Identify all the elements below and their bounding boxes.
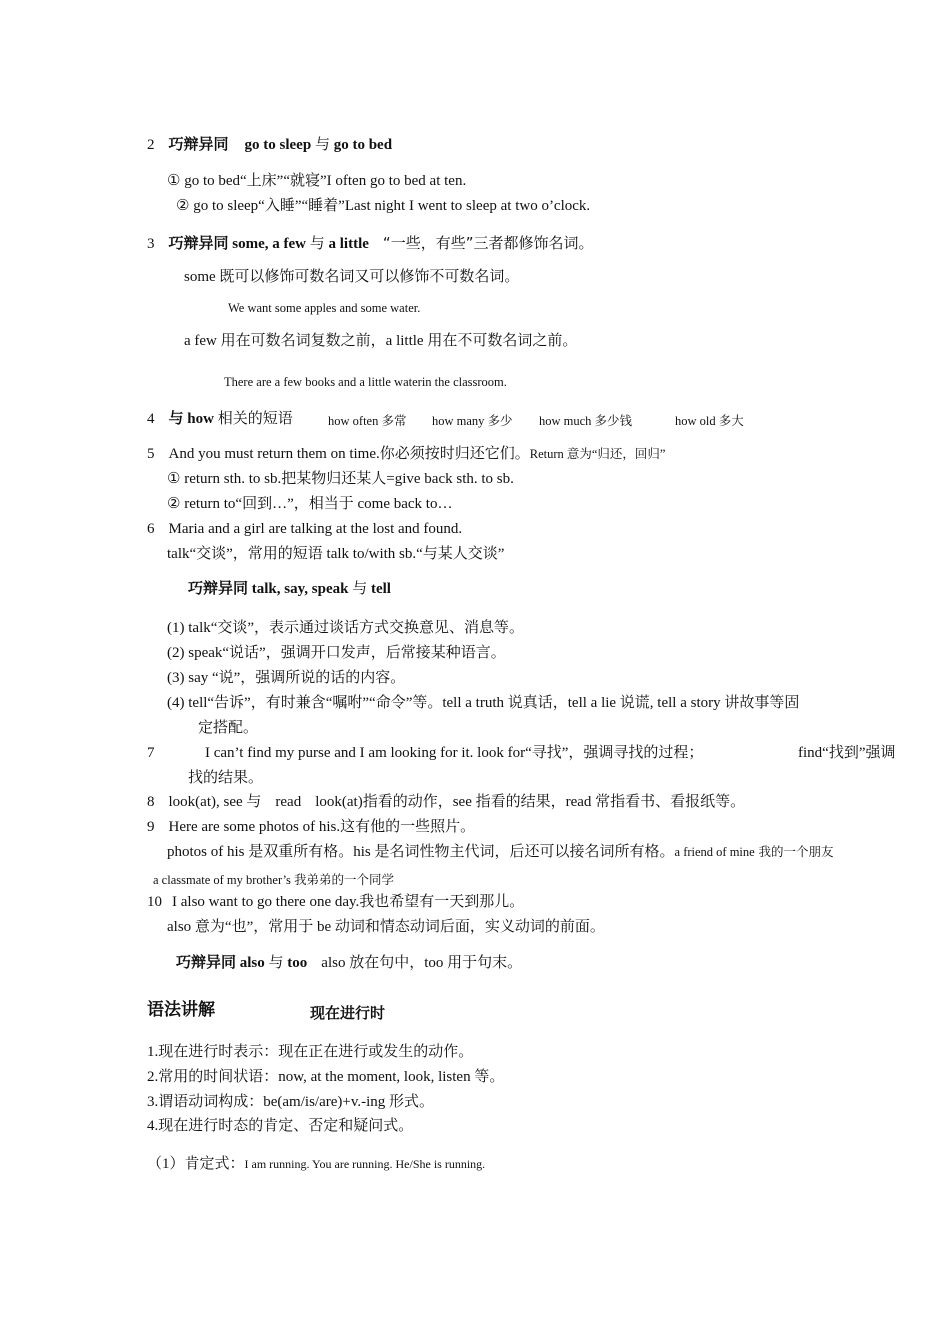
list-item-continuation: 定搭配。 [198, 720, 259, 736]
text-line: ② go to sleep“入睡”“睡着”Last night I went to sleep at two o’clock. [176, 198, 591, 214]
example-sentence: I am running. You are running. He/She is running. [244, 1157, 486, 1171]
section-9-line [147, 817, 475, 837]
grammar-heading: 语法讲解 [147, 1000, 215, 1020]
section-number: 7 [147, 745, 155, 761]
text-line: also 意为“也”，常用于 be 动词和情态动词后面，实义动词的前面。 [167, 919, 605, 935]
term: how [187, 411, 214, 427]
connector-text: 与 [352, 581, 368, 597]
section-4-heading [147, 408, 293, 429]
note-text: Return 意为“归还，回归” [529, 447, 666, 461]
compare-tag: 巧辩异同 [176, 953, 237, 971]
text-fragment: look(at)指看的动作，see 指看的结果，read 常指看书、看报纸等。 [315, 794, 746, 810]
text-fragment: I also want to go there one day.我也希望有一天到那儿。 [172, 894, 525, 910]
term: a few [184, 333, 217, 349]
connector-text: 与 [314, 137, 330, 153]
grammar-point: 4.现在进行时态的肯定、否定和疑问式。 [147, 1118, 414, 1134]
compare-heading [188, 578, 391, 599]
connector-text: 与 [309, 236, 325, 252]
text-fragment: 用在可数名词复数之前， [220, 331, 386, 349]
connector-text: 与 [268, 955, 284, 971]
text-line [167, 842, 833, 862]
section-7-line [147, 743, 155, 763]
term: go to bed [333, 137, 393, 153]
text-fragment: 相关的短语 [217, 411, 293, 427]
term: also [239, 955, 265, 971]
phrase-item: how much 多少钱 [539, 414, 633, 428]
grammar-topic: 现在进行时 [310, 1004, 386, 1022]
text-fragment: photos of his 是双重所有格。his 是名词性物主代词，后还可以接名词所有格。 [167, 844, 675, 860]
text-line: talk“交谈”，常用的短语 talk to/with sb.“与某人交谈” [167, 546, 505, 562]
grammar-point: 1.现在进行时表示：现在正在进行或发生的动作。 [147, 1044, 474, 1060]
list-item: (4) tell“告诉”，有时兼含“嘱咐”“命令”等。tell a truth 说真话，tell a lie 说谎, tell a story 讲故事等固 [167, 695, 800, 711]
section-number: 6 [147, 521, 155, 537]
example-phrase: a friend of mine [674, 845, 755, 859]
text-line: ② return to“回到…”，相当于 come back to… [167, 496, 453, 512]
term: some, a few [232, 236, 306, 252]
compare-tag: 巧辩异同 [168, 135, 229, 153]
section-number: 4 [147, 411, 155, 427]
term: a little [328, 236, 369, 252]
example-sentence: We want some apples and some water. [228, 301, 421, 315]
section-10-line [147, 892, 524, 912]
text-line: some 既可以修饰可数名词又可以修饰不可数名词。 [184, 269, 520, 285]
section-6-line [147, 519, 462, 539]
term: tell [370, 581, 391, 597]
compare-heading [176, 952, 522, 973]
text-fragment: And you must return them on time.你必须按时归还它们。 [168, 446, 530, 462]
term: look(at), see [168, 794, 243, 810]
text-line: ① return sth. to sb.把某物归还某人=give back sth. to sb. [167, 471, 514, 487]
grammar-point: 3.谓语动词构成：be(am/is/are)+v.-ing 形式。 [147, 1094, 435, 1110]
example-phrase: a classmate of my brother’s 我弟弟的一个同学 [153, 873, 395, 887]
section-number: 2 [147, 137, 155, 153]
text-line [184, 330, 577, 351]
text-fragment: Here are some photos of his.这有他的一些照片。 [168, 819, 476, 835]
text-line: ① go to bed“上床”“就寝”I often go to bed at ten. [167, 173, 467, 189]
grammar-example [147, 1154, 485, 1174]
phrase-item: how often 多常 [328, 414, 407, 428]
section-number: 5 [147, 446, 155, 462]
example-sentence: There are a few books and a little waterin the classroom. [224, 375, 507, 389]
text-fragment: a little 用在不可数名词之前。 [385, 333, 578, 349]
section-2-heading [147, 134, 392, 155]
compare-tag: 巧辩异同 [168, 234, 229, 252]
list-item: (2) speak“说话”，强调开口发声，后常接某种语言。 [167, 645, 506, 661]
text-fragment: Maria and a girl are talking at the lost and found. [168, 521, 463, 537]
term: talk, say, speak [251, 581, 349, 597]
compare-tag: 巧辩异同 [188, 579, 249, 597]
term: too [287, 955, 308, 971]
section-8-line [147, 792, 745, 812]
example-label: （1）肯定式： [147, 1156, 245, 1172]
list-item: (3) say “说”，强调所说的话的内容。 [167, 670, 406, 686]
section-number: 3 [147, 236, 155, 252]
phrase-item: how many 多少 [432, 414, 513, 428]
section-number: 8 [147, 794, 155, 810]
text-fragment: also 放在句中，too 用于句末。 [321, 955, 523, 971]
text-line: I can’t find my purse and I am looking for it. look for“寻找”，强调寻找的过程； [205, 745, 704, 761]
section-3-heading [147, 233, 593, 254]
term: go to sleep [244, 137, 312, 153]
connector-text: 与 [246, 794, 262, 810]
section-5-line [147, 444, 665, 464]
section-number: 9 [147, 819, 155, 835]
example-gloss: 我的一个朋友 [758, 844, 834, 859]
connector-text: 与 [168, 409, 184, 427]
phrase-item: how old 多大 [675, 414, 744, 428]
list-item: (1) talk“交谈”，表示通过谈话方式交换意见、消息等。 [167, 620, 525, 636]
grammar-point: 2.常用的时间状语：now, at the moment, look, listen 等。 [147, 1069, 505, 1085]
section-number: 10 [147, 894, 162, 910]
text-line: 找的结果。 [188, 770, 264, 786]
text-line: find“找到”强调 [798, 745, 896, 761]
term: read [275, 794, 302, 810]
term-description: “一些，有些”三者都修饰名词。 [382, 234, 594, 252]
